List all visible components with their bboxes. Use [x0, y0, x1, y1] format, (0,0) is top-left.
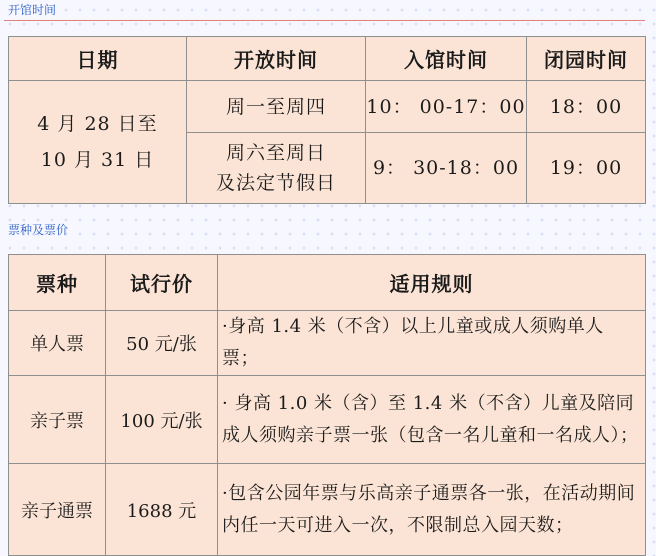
hours-row-weekday — [9, 81, 646, 133]
open-days-weekday-text: 周一至周四 — [225, 95, 326, 118]
header-open-time: 开放时间 — [187, 37, 366, 81]
header-trial-price: 试行价 — [106, 255, 218, 311]
entry-time-weekend: 9： 30-18：00 — [366, 133, 527, 204]
ticket-price-family-pass: 1688 元 — [106, 464, 218, 556]
header-entry-time: 入馆时间 — [366, 37, 527, 81]
open-days-weekend-line1: 周六至周日 — [225, 142, 326, 164]
ticket-row-family-pass — [9, 464, 646, 556]
ticket-row-family — [9, 376, 646, 464]
date-range-cell — [9, 81, 187, 204]
tickets-header-row — [9, 255, 646, 311]
ticket-prices-table — [8, 254, 646, 556]
entry-time-weekday: 10： 00-17：00 — [366, 81, 527, 133]
close-time-weekday: 18：00 — [527, 81, 646, 133]
open-days-weekend-line2: 及法定节假日 — [215, 172, 336, 194]
ticket-price-family: 100 元/张 — [106, 376, 218, 464]
header-date: 日期 — [9, 37, 187, 81]
ticket-type-single: 单人票 — [9, 311, 106, 376]
header-rules: 适用规则 — [218, 255, 646, 311]
ticket-row-single — [9, 311, 646, 376]
ticket-rule-family: · 身高 1.0 米（含）至 1.4 米（不含）儿童及陪同成人须购亲子票一张（包含一名儿童和一名成人）； — [218, 376, 646, 464]
open-days-weekday — [187, 81, 366, 133]
date-range-end: 10 月 31 日 — [40, 149, 155, 171]
hours-header-row — [9, 37, 646, 81]
ticket-rule-single: ·身高 1.4 米（不含）以上儿童或成人须购单人票； — [218, 311, 646, 376]
opening-hours-table — [8, 36, 646, 204]
ticket-type-family-pass: 亲子通票 — [9, 464, 106, 556]
hours-section-title: 开馆时间 — [8, 3, 57, 17]
date-range-start: 4 月 28 日至 — [37, 113, 158, 135]
tickets-section-title: 票种及票价 — [8, 223, 69, 237]
close-time-weekend: 19：00 — [527, 133, 646, 204]
header-close-time: 闭园时间 — [527, 37, 646, 81]
ticket-type-family: 亲子票 — [9, 376, 106, 464]
ticket-rule-family-pass: ·包含公园年票与乐高亲子通票各一张，在活动期间内任一天可进入一次，不限制总入园天数； — [218, 464, 646, 556]
hours-title-divider — [4, 20, 645, 21]
header-ticket-type: 票种 — [9, 255, 106, 311]
open-days-weekend — [187, 133, 366, 204]
ticket-price-single: 50 元/张 — [106, 311, 218, 376]
